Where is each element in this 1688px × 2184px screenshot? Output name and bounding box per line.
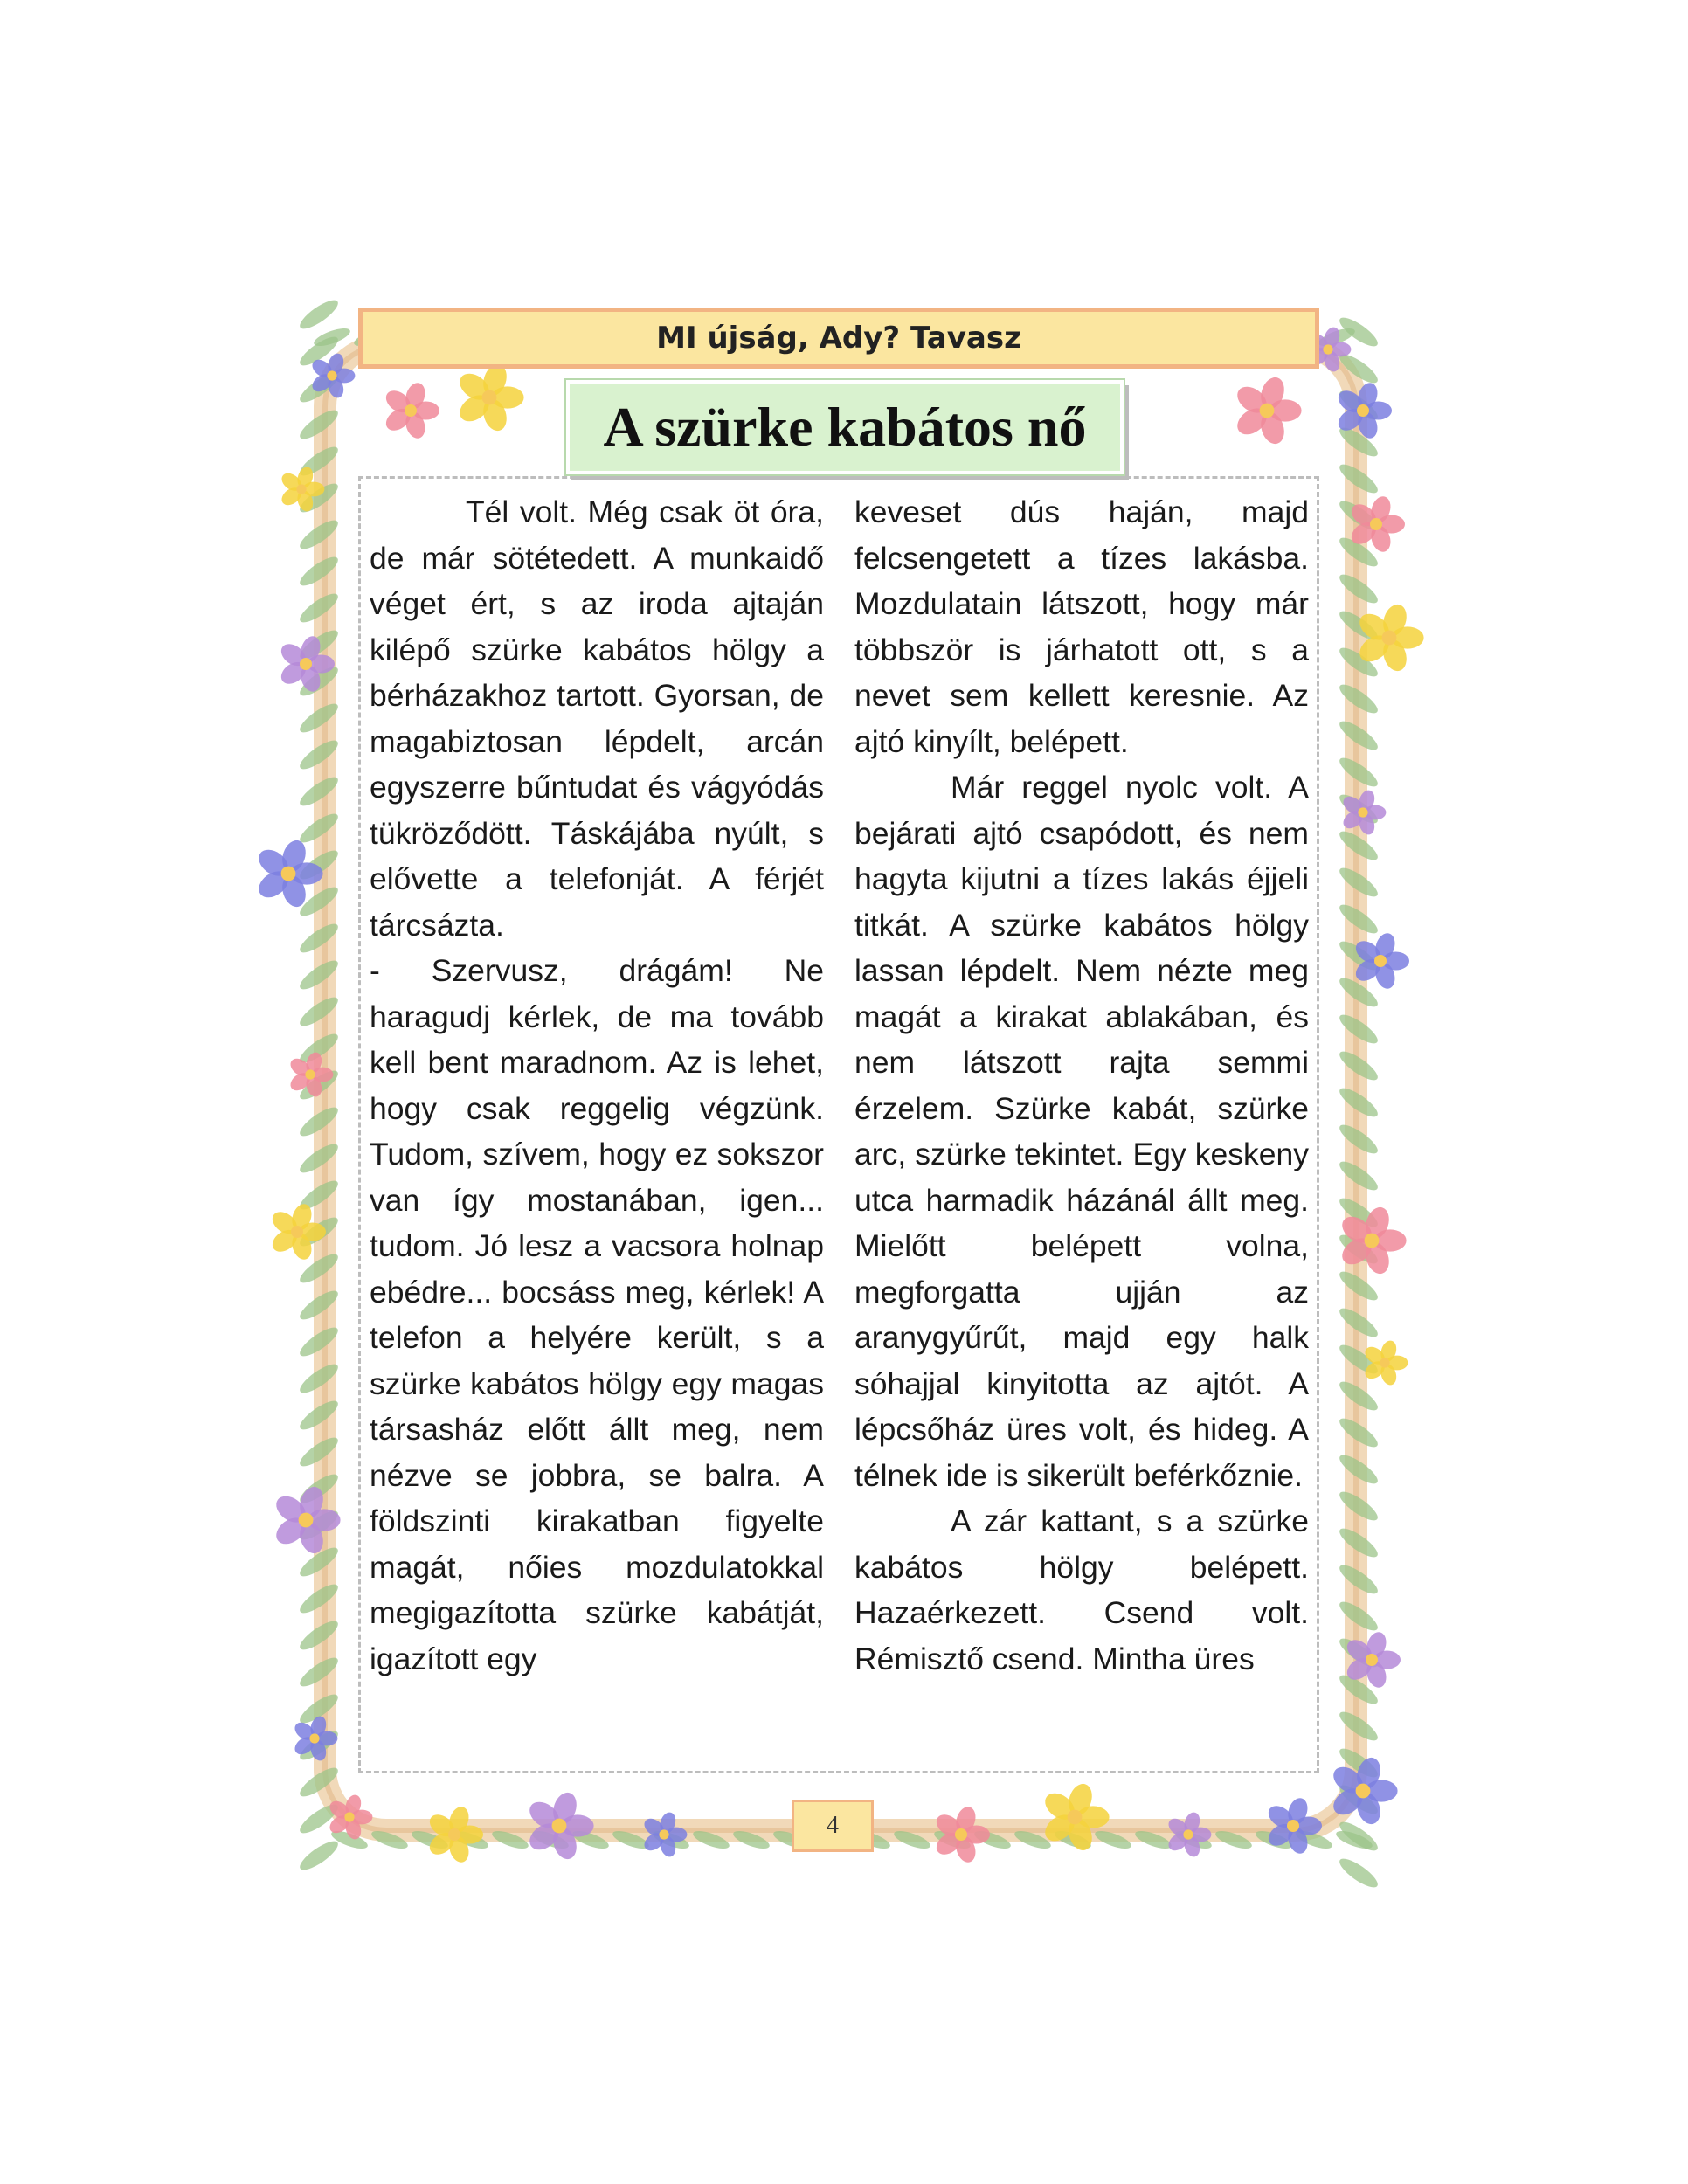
paragraph: - Szervusz, drágám! Ne haragudj kérlek, de ma tovább kell bent maradnom. Az is lehet, hogy csak reggelig végzünk. Tudom, szívem, hogy ez sokszor van így mostanában, igen... tudom. Jó lesz a vacsora holnap ebédre... bocsáss meg, kérlek! A telefon a helyére került, s a szürke kabátos hölgy egy magas társasház előtt állt meg, nem nézve se jobbra, se balra. A földszinti kirakatban figyelte magát, nőies mozdulatokkal megigazította szürke kabátját, igazított egy xyxy=(370,953,824,1676)
paragraph: A zár kattant, s a szürke kabátos hölgy belépett. Hazaérkezett. Csend volt. Rémisztő csend. Mintha üres xyxy=(854,1503,1309,1676)
flower-decoration xyxy=(1041,1780,1110,1853)
leaf-decoration xyxy=(296,295,342,333)
paragraph: Már reggel nyolc volt. A bejárati ajtó csapódott, és nem hagyta kijutni a tízes lakás éjjeli titkát. A szürke kabátos hölgy lassan lépdelt. Nem nézte meg magát a kirakat ablakában, és nem látszott rajta semmi érzelem. Szürke kabát, szürke arc, szürke tekintet. Egy keskeny utca harmadik házánál állt meg. Mielőtt belépett volna, megforgatta ujján az aranygyűrűt, majd egy halk sóhajjal kinyitotta az ajtót. A lépcsőház üres volt, és hideg. A télnek ide is sikerült beférkőznie. xyxy=(854,770,1309,1493)
article-column-right xyxy=(854,489,1309,1682)
paragraph: Tél volt. Még csak öt óra, de már sötétedett. A munkaidő véget ért, s az iroda ajtaján kilépő szürke kabátos hölgy a bérházakhoz tartott. Gyorsan, de magabiztosan lépdelt, arcán egyszerre bűntudat és vágyódás tükröződött. Táskájába nyúlt, s elővette a telefonját. A férjét tárcsázta. xyxy=(370,494,824,943)
flower-decoration xyxy=(382,380,439,440)
leaf-decoration xyxy=(1336,1854,1381,1891)
paragraph: keveset dús haján, majd felcsengetett a tízes lakásba. Mozdulatain látszott, hogy már többször is járhatott ott, s a nevet sem kellett keresnie. Az ajtó kinyílt, belépett. xyxy=(854,494,1309,759)
flower-decoration xyxy=(455,361,524,433)
page-number: 4 xyxy=(827,1812,839,1839)
article-title: A szürke kabátos nő xyxy=(603,396,1087,458)
article-body xyxy=(358,476,1319,1773)
page-number-box xyxy=(792,1800,874,1852)
newsletter-header-title: MI újság, Ady? Tavasz xyxy=(656,321,1021,356)
article-title-box xyxy=(566,380,1124,474)
flower-decoration xyxy=(1233,374,1302,446)
newsletter-header xyxy=(358,308,1319,369)
leaf-decoration xyxy=(296,1836,342,1874)
article-column-left xyxy=(370,489,824,1682)
